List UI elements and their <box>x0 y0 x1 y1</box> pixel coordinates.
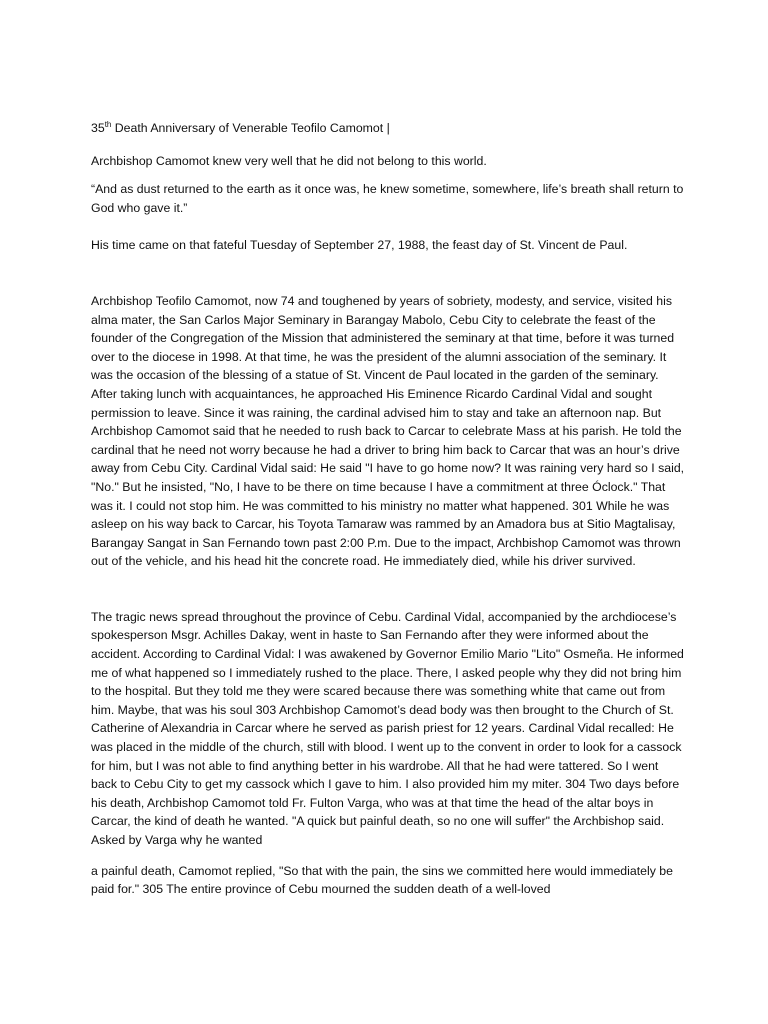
title-number: 35 <box>91 121 105 135</box>
title-text: Death Anniversary of Venerable Teofilo Camomot | <box>111 121 390 135</box>
paragraph-date: His time came on that fateful Tuesday of September 27, 1988, the feast day of St. Vincent de Paul. <box>91 238 628 253</box>
paragraph-mourning: a painful death, Camomot replied, "So that with the pain, the sins we committed here would immediately be paid for." 305 The entire province of Cebu mourned the sudden death of a well-loved <box>91 863 673 897</box>
document-page <box>91 119 685 899</box>
document-title <box>91 119 685 138</box>
paragraph-intro: Archbishop Camomot knew very well that he did not belong to this world. <box>91 153 487 168</box>
title-superscript: th <box>104 120 112 129</box>
paragraph-quote: “And as dust returned to the earth as it once was, he knew sometime, somewhere, life’s breath shall return to God who gave it.” <box>91 182 684 215</box>
paragraph-aftermath: The tragic news spread throughout the province of Cebu. Cardinal Vidal, accompanied by the archdiocese’s spokesperson Msgr. Achilles Dakay, went in haste to San Fernando after they were informed about the accident. According to Cardinal Vidal: I was awakened by Governor Emilio Mario "Lito" Osmeña. He informed me of what happened so I immediately rushed to the place. There, I asked people why they did not bring him to the hospital. But they told me they were scared because there was something white that came out from him. Maybe, that was his soul 303 Archbishop Camomot’s dead body was then brought to the Church of St. Catherine of Alexandria in Carcar where he served as parish priest for 12 years. Cardinal Vidal recalled: He was placed in the middle of the church, still with blood. I went up to the convent in order to look for a cassock for him, but I was not able to find anything better in his wardrobe. All that he had were tattered. So I went back to Cebu City to get my cassock which I gave to him. I also provided him my miter. 304 Two days before his death, Archbishop Camomot told Fr. Fulton Varga, who was at that time the head of the altar boys in Carcar, the kind of death he wanted. "A quick but painful death, so no one will suffer" the Archbishop said. Asked by Varga why he wanted <box>91 609 684 847</box>
paragraph-final-visit: Archbishop Teofilo Camomot, now 74 and toughened by years of sobriety, modesty, and service, visited his alma mater, the San Carlos Major Seminary in Barangay Mabolo, Cebu City to celebrate the feast of the founder of the Congregation of the Mission that administered the seminary at that time, before it was turned over to the diocese in 1998. At that time, he was the president of the alumni association of the seminary. It was the occasion of the blessing of a statue of St. Vincent de Paul located in the garden of the seminary. After taking lunch with acquaintances, he approached His Eminence Ricardo Cardinal Vidal and sought permission to leave. Since it was raining, the cardinal advised him to stay and take an afternoon nap. But Archbishop Camomot said that he needed to rush back to Carcar to celebrate Mass at his parish. He told the cardinal that he need not worry because he had a driver to bring him back to Carcar that was an hour’s drive away from Cebu City. Cardinal Vidal said: He said "I have to go home now? It was raining very hard so I said, "No." But he insisted, "No, I have to be there on time because I have a commitment at three Óclock." That was it. I could not stop him. He was committed to his ministry no matter what happened. 301 While he was asleep on his way back to Carcar, his Toyota Tamaraw was rammed by an Amadora bus at Sitio Magtalisay, Barangay Sangat in San Fernando town past 2:00 P.m. Due to the impact, Archbishop Camomot was thrown out of the vehicle, and his head hit the concrete road. He immediately died, while his driver survived. <box>91 293 685 569</box>
